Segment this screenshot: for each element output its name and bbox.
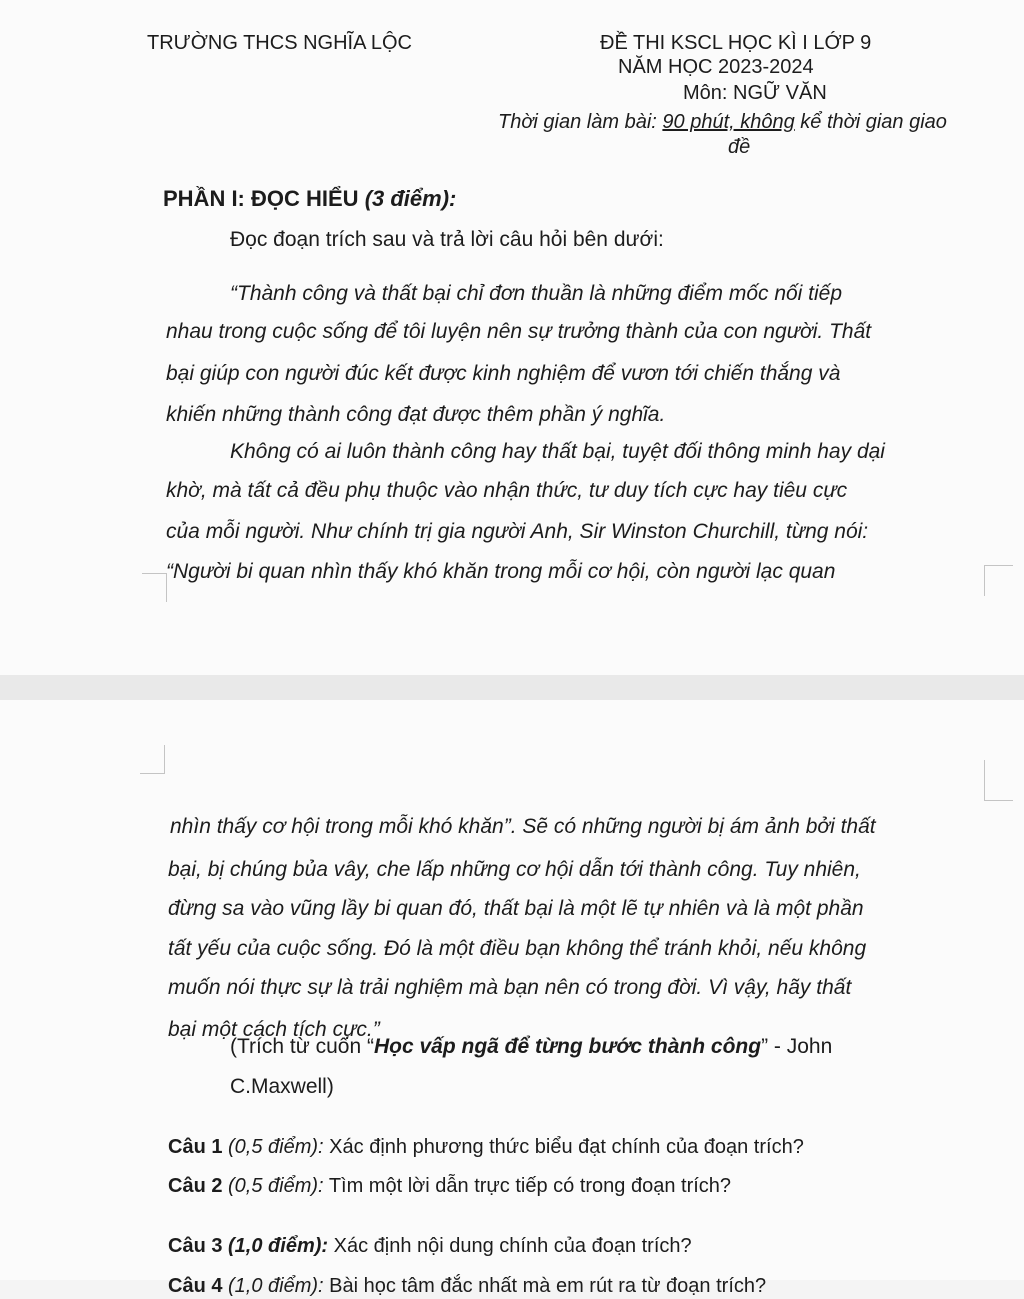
section-title [163, 186, 456, 212]
section-instruction: Đọc đoạn trích sau và trả lời câu hỏi bên dưới: [230, 228, 664, 251]
passage-line: “Người bi quan nhìn thấy khó khăn trong mỗi cơ hội, còn người lạc quan [166, 560, 836, 583]
source-citation [230, 1034, 832, 1060]
question-label: Câu 1 [168, 1136, 223, 1158]
passage-line: bại một cách tích cực.” [168, 1018, 380, 1041]
question-points: (1,0 điểm): [222, 1275, 324, 1297]
passage-line: bại, bị chúng bủa vây, che lấp những cơ hội dẫn tới thành công. Tuy nhiên, [168, 858, 861, 881]
margin-corner-mark [984, 760, 1013, 801]
margin-corner-mark [142, 573, 167, 602]
question-1 [168, 1134, 804, 1160]
margin-corner-mark [984, 565, 1013, 596]
passage-line: của mỗi người. Như chính trị gia người Anh, Sir Winston Churchill, từng nói: [166, 520, 869, 543]
question-2 [168, 1173, 731, 1199]
section-title-main: PHẦN I: ĐỌC HIỂU [163, 186, 365, 211]
passage-line: Không có ai luôn thành công hay thất bại, tuyệt đối thông minh hay dại [230, 440, 885, 463]
source-author: C.Maxwell) [230, 1075, 334, 1098]
passage-line: nhau trong cuộc sống để tôi luyện nên sự trưởng thành của con người. Thất [166, 320, 872, 343]
passage-line: khờ, mà tất cả đều phụ thuộc vào nhận thức, tư duy tích cực hay tiêu cực [166, 479, 848, 502]
subject: Môn: NGỮ VĂN [683, 82, 827, 104]
source-prefix: (Trích từ cuốn “ [230, 1035, 374, 1058]
question-label: Câu 2 [168, 1175, 223, 1197]
passage-line: khiến những thành công đạt được thêm phần ý nghĩa. [166, 403, 666, 426]
question-points: (0,5 điểm): [222, 1136, 324, 1158]
question-text: Tìm một lời dẫn trực tiếp có trong đoạn trích? [323, 1175, 732, 1197]
question-label: Câu 3 [168, 1235, 223, 1257]
question-4 [168, 1273, 766, 1299]
passage-line: tất yếu của cuộc sống. Đó là một điều bạn không thể tránh khỏi, nếu không [168, 937, 867, 960]
exam-title: ĐỀ THI KSCL HỌC KÌ I LỚP 9 [600, 32, 872, 54]
school-year: NĂM HỌC 2023-2024 [618, 56, 814, 78]
exam-time-line2: đề [728, 136, 751, 158]
question-label: Câu 4 [168, 1275, 223, 1297]
margin-corner-mark [140, 745, 165, 774]
question-3 [168, 1233, 692, 1259]
passage-line: “Thành công và thất bại chỉ đơn thuần là những điểm mốc nối tiếp [230, 282, 843, 305]
exam-time-prefix: Thời gian làm bài: [498, 111, 663, 133]
passage-line: muốn nói thực sự là trải nghiệm mà bạn nên có trong đời. Vì vậy, hãy thất [168, 976, 852, 999]
question-text: Bài học tâm đắc nhất mà em rút ra từ đoạn trích? [323, 1275, 767, 1297]
exam-time [498, 109, 947, 135]
passage-line: đừng sa vào vũng lầy bi quan đó, thất bại là một lẽ tự nhiên và là một phần [168, 897, 864, 920]
school-name: TRƯỜNG THCS NGHĨA LỘC [147, 32, 412, 54]
passage-line: bại giúp con người đúc kết được kinh nghiệm để vươn tới chiến thắng và [166, 362, 841, 385]
exam-time-suffix: kể thời gian giao [794, 111, 947, 133]
question-points: (0,5 điểm): [222, 1175, 324, 1197]
section-points: (3 điểm): [364, 186, 457, 211]
page-gap [0, 675, 1024, 700]
question-text: Xác định phương thức biểu đạt chính của đoạn trích? [323, 1136, 804, 1158]
passage-line: nhìn thấy cơ hội trong mỗi khó khăn”. Sẽ có những người bị ám ảnh bởi thất [170, 815, 876, 838]
question-points: (1,0 điểm): [222, 1235, 329, 1257]
exam-time-duration: 90 phút, không [662, 111, 795, 133]
question-text: Xác định nội dung chính của đoạn trích? [328, 1235, 692, 1257]
source-suffix: ” - John [761, 1035, 833, 1058]
source-book-title: Học vấp ngã để từng bước thành công [373, 1035, 762, 1058]
